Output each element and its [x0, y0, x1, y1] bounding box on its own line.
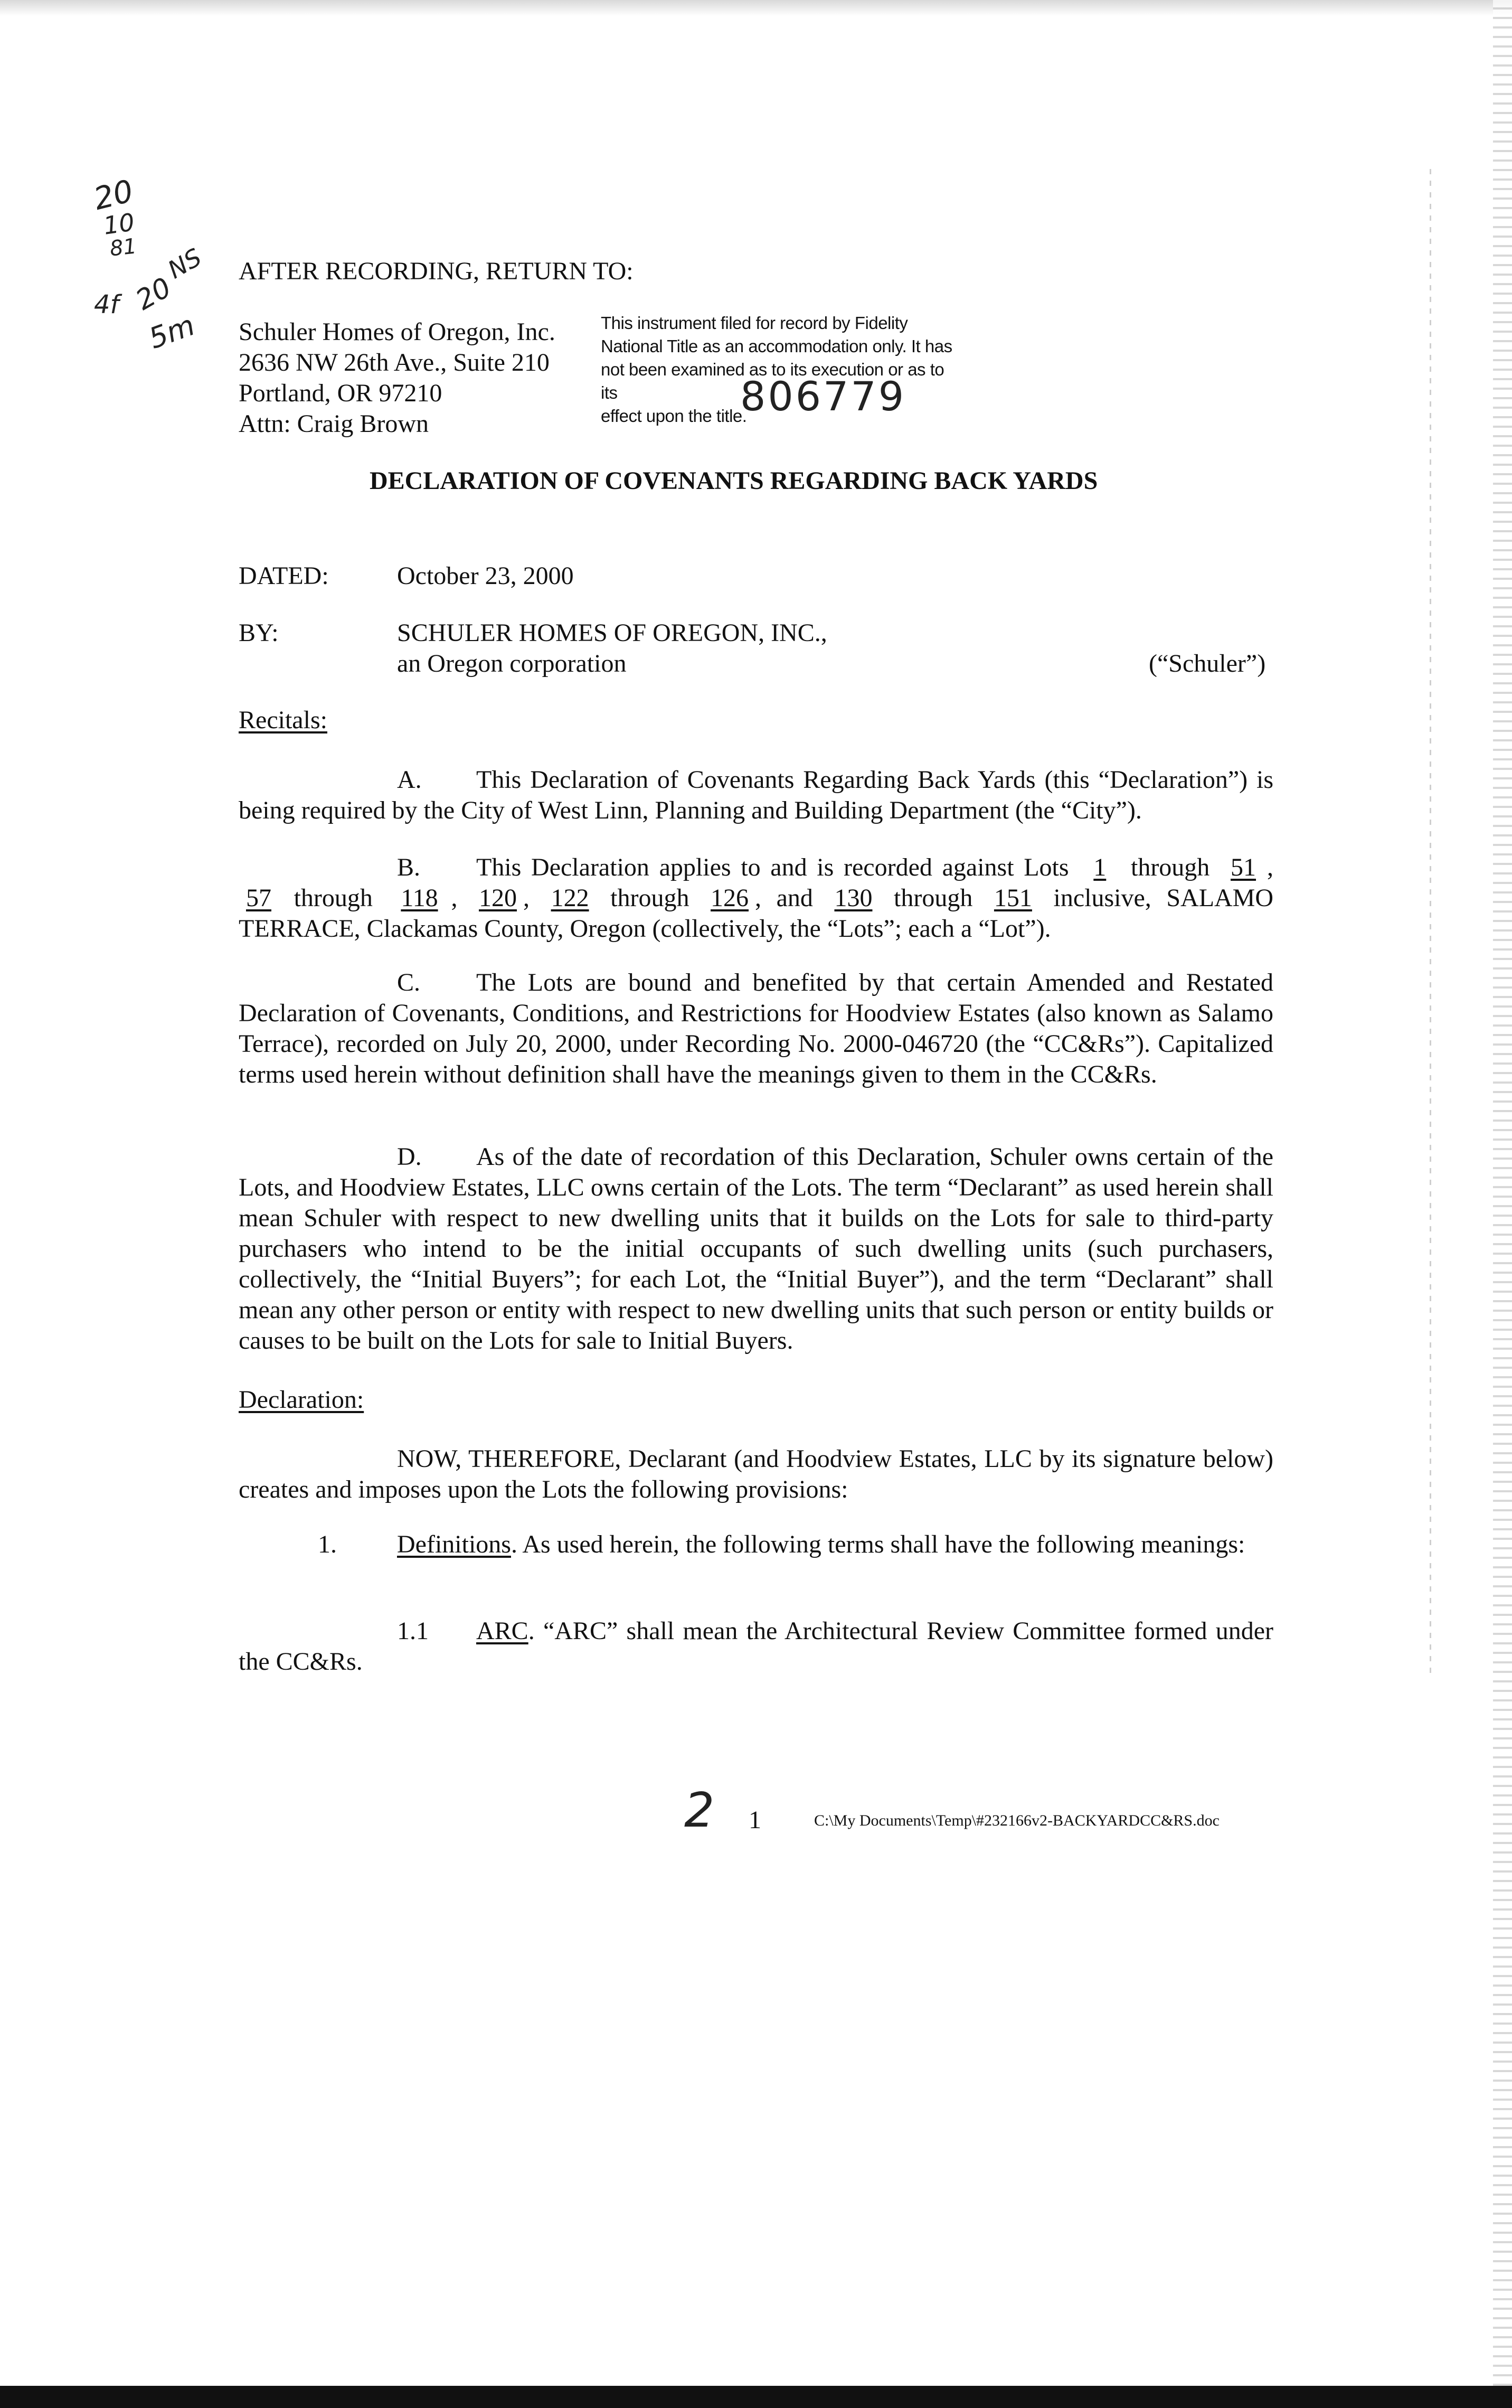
lot-range-end-3: 126 [711, 884, 749, 912]
section-1-1-text: . “ARC” shall mean the Architectural Review Committee formed under the CC&Rs. [239, 1617, 1273, 1676]
scan-top-edge [0, 0, 1512, 16]
recital-b-text-4: through [294, 884, 373, 912]
recital-b-letter: B. [397, 853, 421, 881]
recital-b-text-6: , [523, 884, 530, 912]
footer-file-path: C:\My Documents\Temp\#232166v2-BACKYARDCC&RS.doc [814, 1812, 1220, 1829]
by-label: BY: [239, 619, 279, 647]
dated-value: October 23, 2000 [397, 562, 574, 590]
dated-label: DATED: [239, 562, 329, 590]
lot-range-start-3: 122 [551, 884, 589, 912]
handwritten-note-4: 4f [94, 290, 119, 319]
by-name: SCHULER HOMES OF OREGON, INC., [397, 619, 827, 647]
recital-b-text-5: , [451, 884, 458, 912]
recital-b-text-7: through [610, 884, 689, 912]
recital-d-letter: D. [397, 1143, 422, 1171]
section-1-heading: Definitions [397, 1530, 511, 1558]
stamp-line-3: not been examined as to its execution or as to its [601, 360, 944, 402]
scan-right-edge [1493, 0, 1512, 2408]
return-to-heading: AFTER RECORDING, RETURN TO: [239, 257, 634, 285]
handwritten-note-2: 10 [101, 208, 137, 240]
recital-b-text-9: through [894, 884, 973, 912]
now-therefore-paragraph [239, 1444, 1273, 1505]
declaration-heading: Declaration: [239, 1386, 364, 1414]
recital-c-text: The Lots are bound and benefited by that certain Amended and Restated Declaration of Covenants, Conditions, and Restrictions for Hoodview Estates (also known as Salamo Terrace), recorded on July 20, 2000, under Recording No. 2000-046720 (the “CC&Rs”). Capitalized terms used herein without definition shall have the meanings given to them in the CC&Rs. [239, 968, 1273, 1088]
recital-b-text-2: through [1130, 853, 1210, 881]
page-number: 1 [749, 1806, 761, 1834]
section-1-1-heading: ARC [476, 1617, 528, 1645]
lot-range-start-1: 1 [1093, 853, 1107, 881]
lot-range-start-2: 57 [246, 884, 271, 912]
handwritten-note-1: 20 [90, 173, 137, 217]
section-1-number: 1. [318, 1530, 337, 1558]
recital-a-text: This Declaration of Covenants Regarding Back Yards (this “Declaration”) is being required by the City of West Linn, Planning and Building Department (the “City”). [239, 766, 1273, 824]
return-name: Schuler Homes of Oregon, Inc. [239, 318, 555, 346]
now-therefore-text: NOW, THEREFORE, Declarant (and Hoodview Estates, LLC by its signature below) creates and imposes upon the Lots the following provisions: [239, 1445, 1273, 1503]
document-title: DECLARATION OF COVENANTS REGARDING BACK YARDS [370, 467, 1098, 495]
scan-bottom-edge [0, 2386, 1512, 2408]
lot-range-end-1: 51 [1231, 853, 1256, 881]
stamp-line-1: This instrument filed for record by Fidelity [601, 313, 908, 333]
section-1-1 [239, 1616, 1273, 1677]
recital-b-text-8: , and [755, 884, 813, 912]
handwritten-note-6: NS [163, 242, 206, 285]
lot-range-start-4: 130 [834, 884, 873, 912]
return-street: 2636 NW 26th Ave., Suite 210 [239, 349, 550, 377]
recital-b-text-3: , [1267, 853, 1274, 881]
recitals-heading: Recitals: [239, 706, 327, 734]
lot-range-end-2: 118 [401, 884, 438, 912]
recital-d-text: As of the date of recordation of this Declaration, Schuler owns certain of the Lots, and Hoodview Estates, LLC owns certain of the Lots. The term “Declarant” as used herein shall mean Schuler with respect to new dwelling units that it builds on the Lots for sale to third-party purchasers who intend to be the initial occupants of such dwelling units (such purchasers, collectively, the “Initial Buyers”; for each Lot, the “Initial Buyer”), and the term “Declarant” shall mean any other person or entity with respect to new dwelling units that such person or entity builds or causes to be built on the Lots for sale to Initial Buyers. [239, 1143, 1273, 1354]
section-1-text: . As used herein, the following terms shall have the following meanings: [511, 1530, 1245, 1558]
recital-b [239, 852, 1273, 944]
handwritten-note-5: 20 [130, 271, 177, 317]
by-short-name: (“Schuler”) [1149, 650, 1266, 678]
return-attn: Attn: Craig Brown [239, 410, 429, 438]
recital-a-letter: A. [397, 766, 422, 794]
recital-b-text-10: inclusive, SALAMO TERRACE, Clackamas County, Oregon (collectively, the “Lots”; each a “Lot”). [239, 884, 1274, 943]
stamp-line-4: effect upon the title. [601, 406, 747, 426]
section-1 [239, 1529, 1273, 1560]
handwritten-recording-number: 806779 [740, 373, 906, 420]
recital-c [239, 967, 1273, 1090]
handwritten-note-7: 5m [144, 308, 199, 356]
section-1-1-number: 1.1 [397, 1617, 429, 1645]
lot-single: 120 [479, 884, 517, 912]
return-city: Portland, OR 97210 [239, 379, 442, 407]
recital-c-letter: C. [397, 968, 421, 996]
handwritten-page-mark: 2 [684, 1783, 715, 1838]
stamp-line-2: National Title as an accommodation only. It has [601, 336, 952, 356]
recital-d [239, 1142, 1273, 1356]
handwritten-note-3: 81 [108, 234, 138, 261]
lot-range-end-4: 151 [994, 884, 1032, 912]
scan-right-rule [1430, 169, 1431, 1679]
recital-b-text-1: This Declaration applies to and is recorded against Lots [476, 853, 1069, 881]
by-description: an Oregon corporation [397, 650, 627, 678]
recital-a [239, 765, 1273, 826]
